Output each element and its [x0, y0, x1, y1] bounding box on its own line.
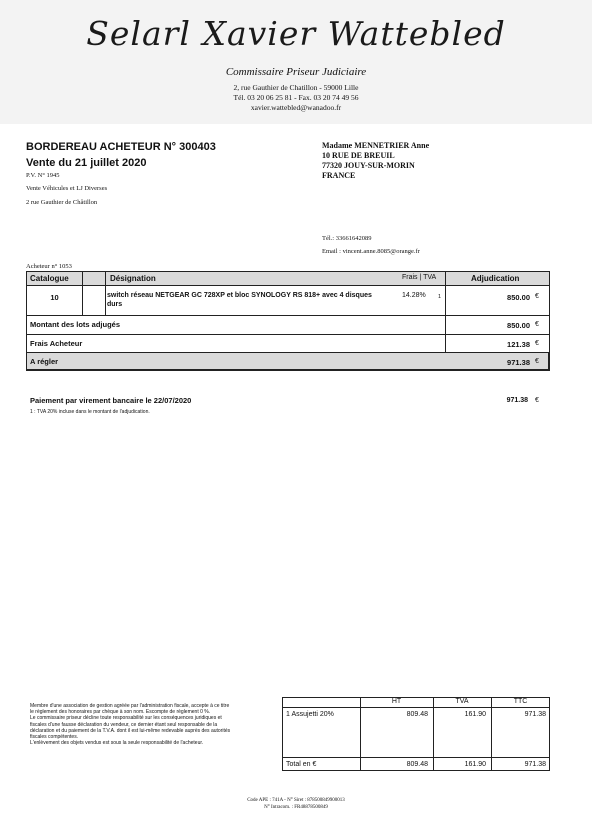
client-city: 77320 JOUY-SUR-MORIN: [322, 161, 415, 170]
company-email: xavier.wattebled@wanadoo.fr: [250, 103, 342, 112]
payment-label: Paiement par virement bancaire le 22/07/2020: [30, 396, 192, 405]
header-frais-tva: Frais | TVA: [402, 274, 437, 281]
legal-notice: [30, 703, 275, 746]
company-address: 2, rue Gauthier de Chatillon - 59000 Lille: [233, 83, 359, 92]
vente-location: 2 rue Gauthier de Châtillon: [26, 199, 98, 206]
company-phone-fax: Tél. 03 20 06 25 81 - Fax. 03 20 74 49 56: [233, 93, 359, 102]
footer-siret: Code APE : 741A - N° Siret : 878500849900013: [247, 798, 345, 803]
header-designation: Désignation: [110, 274, 156, 283]
tva-summary-table: [282, 697, 550, 771]
tva-note: 1 : TVA 20% incluse dans le montant de l'adjudication.: [30, 409, 150, 415]
legal-line: Le commissaire priseur décline toute responsabilité sur les conséquences juridiques et: [30, 715, 222, 722]
pv-number: P.V. N° 1945: [26, 172, 60, 179]
regler-label: A régler: [30, 357, 59, 366]
header-catalogue: Catalogue: [30, 274, 69, 283]
client-name: Madame MENNETRIER Anne: [322, 141, 430, 150]
tva-header-ttc: TTC: [513, 698, 528, 705]
acheteur-number: Acheteur n° 1053: [26, 263, 72, 270]
client-country: FRANCE: [322, 171, 356, 180]
montant-value: 850.00: [507, 321, 530, 330]
bordereau-title: BORDEREAU ACHETEUR N° 300403: [26, 141, 216, 153]
row-adjudication: 850.00: [507, 293, 530, 302]
row-designation: switch réseau NETGEAR GC 728XP et bloc SYNOLOGY RS 818+ avec 4 disques durs: [107, 292, 372, 308]
frais-value: 121.38: [507, 340, 530, 349]
payment-currency: €: [535, 397, 539, 404]
tva-header-ht: HT: [391, 698, 402, 705]
regler-row: [26, 352, 550, 371]
lots-table: [26, 271, 550, 371]
client-email: Email : vincent.anne.8085@orange.fr: [322, 248, 420, 255]
legal-line: fiscales compétentes.: [30, 734, 79, 741]
montant-currency: €: [535, 321, 539, 328]
tva-total-ttc: 971.38: [524, 761, 546, 768]
vente-date: Vente du 21 juillet 2020: [26, 157, 147, 169]
client-address-block: [322, 141, 429, 181]
regler-currency: €: [535, 358, 539, 365]
tva-total-ht: 809.48: [406, 761, 428, 768]
tva-row-tva: 161.90: [464, 711, 486, 718]
row-tva: 1: [438, 294, 442, 300]
row-frais: 14.28%: [402, 292, 426, 299]
client-phone: Tél.: 33661642089: [322, 235, 372, 242]
legal-line: le règlement des honoraires par chèque à son nom. Escompte de règlement 0 %.: [30, 709, 211, 716]
tva-row-ttc: 971.38: [524, 711, 546, 718]
frais-label: Frais Acheteur: [30, 339, 83, 348]
vente-type: Vente Véhicules et LJ Diverses: [26, 185, 108, 192]
company-subtitle: Commissaire Priseur Judiciaire: [225, 66, 367, 78]
tva-row-ht: 809.48: [406, 711, 428, 718]
legal-line: L'enlèvement des objets vendus est sous la seule responsabilité de l'acheteur.: [30, 740, 204, 747]
row-catalogue: 10: [50, 293, 59, 302]
footer-intracom: N° Intracom. : FR48878500849: [264, 805, 328, 810]
tva-row-label: 1 Assujetti 20%: [286, 711, 334, 718]
tva-total-tva: 161.90: [464, 761, 486, 768]
frais-currency: €: [535, 340, 539, 347]
montant-label: Montant des lots adjugés: [30, 320, 121, 329]
company-logo-text: Selarl Xavier Wattebled: [86, 14, 506, 53]
legal-line: déclaration et du paiement de la T.V.A. dont il est lui-même redevable auprès des autorités: [30, 727, 231, 734]
tva-total-label: Total en €: [286, 761, 317, 768]
legal-line: fiscales d'une fausse déclaration du vendeur, ce dernier étant seul responsable de la: [30, 721, 218, 728]
legal-line: Membre d'une association de gestion agréée par l'administration fiscale, accepte à ce titre: [30, 703, 230, 709]
header-adjudication: Adjudication: [471, 274, 520, 283]
regler-value: 971.38: [507, 358, 530, 367]
payment-value: 971.38: [506, 397, 528, 404]
client-street: 10 RUE DE BREUIL: [322, 151, 395, 160]
row-currency: €: [535, 293, 539, 300]
tva-header-tva: TVA: [455, 698, 469, 705]
